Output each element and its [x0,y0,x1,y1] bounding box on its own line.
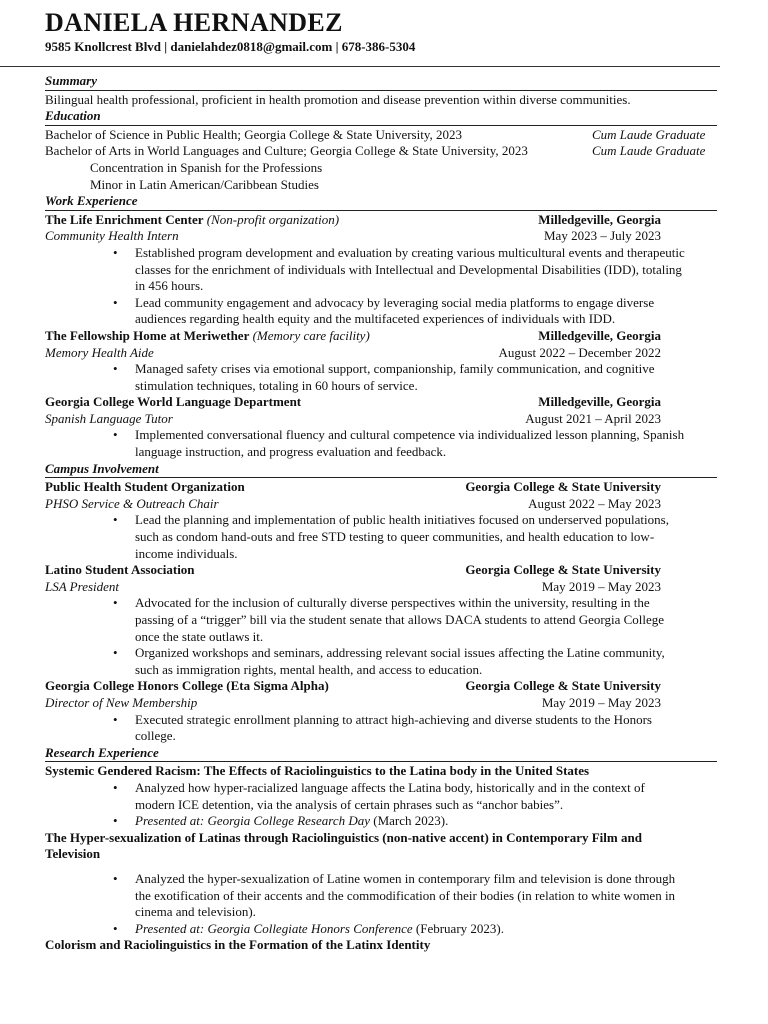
entry-dates: August 2022 – December 2022 [498,344,661,360]
education-heading: Education [45,108,717,126]
entry-org: The Life Enrichment Center [45,211,204,227]
campus-heading: Campus Involvement [45,461,717,479]
entry-subheader [45,496,717,513]
bullet-dot: • [113,645,118,661]
bullet-dot: • [113,920,118,936]
campus-bullet-list [45,712,717,745]
bullet-line: stimulation techniques, totaling in 60 hours of service. [135,377,418,393]
degree-honor: Cum Laude Graduate [592,143,706,159]
bullet-line: • Analyzed the hyper-sexualization of Latine women in contemporary film and television is done through [113,870,676,886]
bullet-line: language instruction, and progress evaluation and feedback. [135,444,447,460]
presented-date: (March 2023). [373,813,449,829]
entry-location: Georgia College & State University [465,479,661,495]
presented-line [45,921,717,938]
presented-venue: Presented at: Georgia Collegiate Honors Conference [135,920,413,936]
entry-location: Milledgeville, Georgia [538,211,661,227]
project-title: Systemic Gendered Racism: The Effects of Raciolinguistics to the Latina body in the United States [45,763,590,779]
project-title: Colorism and Raciolinguistics in the Formation of the Latinx Identity [45,937,431,953]
entry-location: Milledgeville, Georgia [538,394,661,410]
entry-dates: August 2022 – May 2023 [528,495,661,511]
bullet-line: • Lead community engagement and advocacy by leveraging social media platforms to engage diverse [113,294,655,310]
bullet-line: • Lead the planning and implementation of public health initiatives focused on underserved populations, [113,512,669,528]
bullet-line: audiences regarding health equity and the multifaceted experiences of individuals with IDD. [135,311,616,327]
presented-venue: Presented at: Georgia College Research Day [135,813,371,829]
entry-location: Georgia College & State University [465,678,661,694]
bullet-dot: • [113,711,118,727]
education-note: Concentration in Spanish for the Professions [90,159,323,175]
entry-title: Spanish Language Tutor [45,410,173,426]
degree-line [45,143,717,160]
work-bullet-list [45,361,717,394]
resume-name: DANIELA HERNANDEZ [45,8,343,37]
entry-header [45,328,717,345]
entry-title: Memory Health Aide [45,344,154,360]
presented-line [45,813,717,830]
summary-text: Bilingual health professional, proficient in health promotion and disease prevention within diverse communities. [45,91,631,107]
entry-org-note: (Non-profit organization) [206,211,340,227]
work-bullet-list [45,245,717,328]
resume-body [45,73,717,954]
entry-dates: May 2023 – July 2023 [544,228,661,244]
presented-list [45,813,717,830]
entry-title: Director of New Membership [45,694,198,710]
bullet-line: • Implemented conversational fluency and cultural competence via individualized lesson planning, Spanish [113,427,685,443]
bullet-dot: • [113,361,118,377]
entry-org: The Fellowship Home at Meriwether [45,327,250,343]
header-divider [0,66,720,67]
bullet-line: • Organized workshops and seminars, addressing relevant social issues affecting the Latine community, [113,645,665,661]
entry-subheader [45,411,717,428]
entry-title: PHSO Service & Outreach Chair [45,495,219,511]
entry-header [45,394,717,411]
entry-dates: May 2019 – May 2023 [541,578,661,594]
entry-header [45,678,717,695]
bullet-dot: • [113,779,118,795]
bullet-line: in 456 hours. [135,278,204,294]
bullet-line: such as immigration rights, mental health, and access to education. [135,661,483,677]
presented-date: (February 2023). [415,920,504,936]
bullet-dot: • [113,870,118,886]
bullet-line: the exotification of their accents and the commodification of their bodies (in relation to white women in [135,887,676,903]
bullet-line: college. [135,728,176,744]
entry-header [45,212,717,229]
entry-subheader [45,695,717,712]
bullet-line: classes for the enrichment of individuals with Intellectual and Developmental Disabilities (IDD), totaling [135,261,682,277]
bullet-line: such as condom hand-outs and free STD testing to queer communities, and health education to low- [135,529,655,545]
degree-text: Bachelor of Arts in World Languages and Culture; Georgia College & State University, 2023 [45,143,528,159]
entry-subheader [45,579,717,596]
entry-header [45,562,717,579]
entry-location: Milledgeville, Georgia [538,327,661,343]
bullet-line: cinema and television). [135,904,256,920]
research-bullet-list [45,780,717,813]
project-spacer [45,863,717,871]
bullet-dot: • [113,294,118,310]
bullet-line: • Executed strategic enrollment planning to attract high-achieving and diverse students to the Honors [113,711,652,727]
bullet-line: modern ICE detention, via the analysis of certain phrases such as “anchor babies”. [135,796,564,812]
campus-bullet-list [45,595,717,678]
research-bullet-list [45,871,717,921]
entry-subheader [45,345,717,362]
bullet-dot: • [113,512,118,528]
entry-org: Latino Student Association [45,562,195,578]
bullet-line: once the state outlaws it. [135,628,264,644]
degree-line [45,127,717,144]
bullet-line: • Managed safety crises via emotional support, companionship, family communication, and cognitive [113,361,655,377]
education-note: Minor in Latin American/Caribbean Studies [90,176,319,192]
entry-org: Georgia College Honors College (Eta Sigma Alpha) [45,678,329,694]
campus-bullet-list [45,512,717,562]
entry-header [45,479,717,496]
bullet-line: income individuals. [135,545,238,561]
bullet-dot: • [113,813,118,829]
bullet-dot: • [113,244,118,260]
work-heading: Work Experience [45,193,717,211]
bullet-line: • Established program development and evaluation by creating various multicultural events and therapeutic [113,244,685,260]
research-heading: Research Experience [45,745,717,763]
bullet-line: passing of a “trigger” bill via the student senate that allows DACA students to attend Georgia College [135,612,665,627]
bullet-line: • Advocated for the inclusion of culturally diverse perspectives within the university, resulting in the [113,595,650,611]
presented-list [45,921,717,938]
contact-line: 9585 Knollcrest Blvd | danielahdez0818@gmail.com | 678-386-5304 [45,39,416,54]
project-title: Television [45,846,101,862]
entry-org-note: (Memory care facility) [252,327,370,343]
entry-org: Public Health Student Organization [45,479,245,495]
entry-dates: May 2019 – May 2023 [541,694,661,710]
entry-subheader [45,228,717,245]
work-bullet-list [45,427,717,460]
project-title: The Hyper-sexualization of Latinas through Raciolinguistics (non-native accent) in Contemporary Film and [45,829,642,845]
bullet-dot: • [113,427,118,443]
degree-honor: Cum Laude Graduate [592,126,706,142]
entry-org: Georgia College World Language Department [45,394,302,410]
summary-heading: Summary [45,73,717,91]
bullet-line: • Analyzed how hyper-racialized language affects the Latina body, historically and in the context of [113,779,645,795]
degree-text: Bachelor of Science in Public Health; Georgia College & State University, 2023 [45,126,462,142]
entry-dates: August 2021 – April 2023 [525,410,661,426]
entry-title: Community Health Intern [45,228,179,244]
entry-location: Georgia College & State University [465,562,661,578]
entry-title: LSA President [45,578,120,594]
bullet-dot: • [113,595,118,611]
